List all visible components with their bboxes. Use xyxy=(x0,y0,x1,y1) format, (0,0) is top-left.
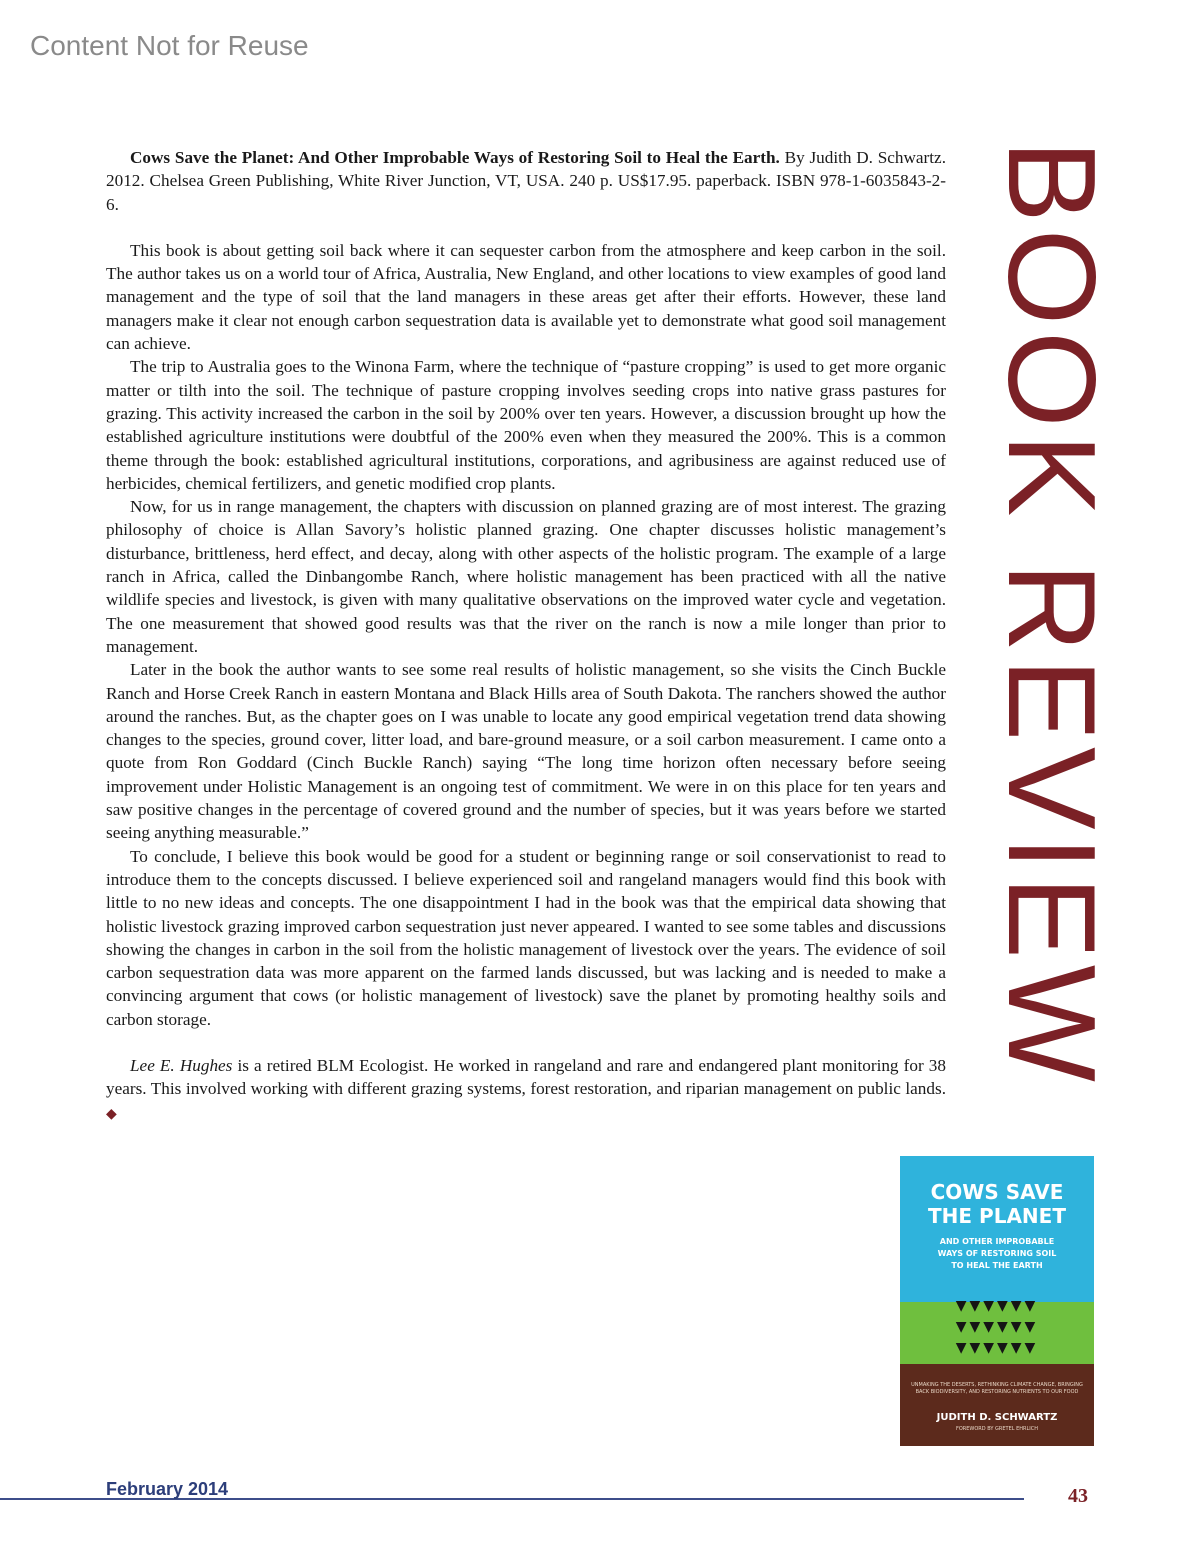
cover-subtitle-line: WAYS OF RESTORING SOIL xyxy=(937,1249,1057,1258)
paragraph: The trip to Australia goes to the Winona Farm, where the technique of “pasture cropping” is used to get more organic matter or tilth into the soil. The technique of pasture cropping involves seeding crops into native grass pastures for grazing. This activity increased the carbon in the soil by 200% over ten years. However, a discussion brought up how the established agriculture institutions were doubtful of the 200% even when they measured the 200%. This is a common theme through the book: established agricultural institutions, corporations, and agribusiness are against reduced use of herbicides, chemical fertilizers, and genetic modified crop plants. xyxy=(106,357,946,493)
cover-author: JUDITH D. SCHWARTZ xyxy=(936,1412,1058,1423)
paragraph: To conclude, I believe this book would be good for a student or beginning range or soil conservationist to read to introduce them to the concepts discussed. I believe experienced soil and rangeland managers would find this book with little to no new ideas and concepts. The one disappointment I had in the book was that the empirical data showing that holistic livestock grazing improved carbon sequestration just never appeared. I wanted to see some tables and discussions showing the changes in carbon in the soil from the holistic management of livestock over the years. The evidence of soil carbon sequestration data was more apparent on the farmed lands discussed, but was lacking and is needed to make a convincing argument that cows (or holistic management of livestock) save the planet by promoting healthy soils and carbon storage. xyxy=(106,846,946,1029)
citation-details: By Judith D. Schwartz. 2012. Chelsea Green Publishing, White River Junction, VT, USA. 240 p. US$17.95. paperback. ISBN 978-1-6035843-2-6. xyxy=(106,148,946,214)
cover-subtitle-line: TO HEAL THE EARTH xyxy=(951,1261,1043,1270)
cover-tagline: UNMAKING THE DESERTS, RETHINKING CLIMATE CHANGE, BRINGING BACK BIODIVERSITY, AND RESTORING NUTRIENTS TO OUR FOOD xyxy=(911,1382,1083,1395)
cover-title-line: THE PLANET xyxy=(928,1204,1066,1228)
review-body xyxy=(106,146,946,1126)
cow-row-icon: ▼▼▼▼▼▼ xyxy=(955,1319,1039,1335)
bio-text: is a retired BLM Ecologist. He worked in rangeland and rare and endangered plant monitoring for 38 years. This involved working with different grazing systems, forest restoration, and riparian management on public lands. xyxy=(106,1055,946,1099)
cover-earth-band xyxy=(900,1364,1094,1446)
reviewer-bio xyxy=(106,1054,946,1126)
issue-date: February 2014 xyxy=(106,1479,229,1499)
book-review-heading-text: BOOK REVIEW xyxy=(982,140,1120,1088)
cover-title-line: COWS SAVE xyxy=(930,1180,1064,1204)
paragraph: Later in the book the author wants to see some real results of holistic management, so she visits the Cinch Buckle Ranch and Horse Creek Ranch in eastern Montana and Black Hills area of South Dakota. The ranchers showed the author around the ranches. But, as the chapter goes on I was unable to locate any good empirical vegetation trend data showing changes to the species, ground cover, litter load, and bare-ground measure, or a soil carbon measurement. I came onto a quote from Ron Goddard (Cinch Buckle Ranch) saying “The long time horizon often necessary before seeing improvement under Holistic Management is an ongoing test of commitment. We were in on this place for ten years and saw positive changes in the percentage of covered ground and the number of species, but it was years before we started seeing anything measurable.” xyxy=(106,660,946,843)
cow-row-icon: ▼▼▼▼▼▼ xyxy=(955,1340,1039,1356)
cover-title xyxy=(900,1180,1094,1228)
book-citation xyxy=(106,146,946,216)
cow-row-icon: ▼▼▼▼▼▼ xyxy=(955,1298,1039,1314)
end-diamond-icon: ◆ xyxy=(106,1106,117,1122)
reviewer-name: Lee E. Hughes xyxy=(130,1055,233,1075)
paragraph: This book is about getting soil back where it can sequester carbon from the atmosphere and keep carbon in the soil. The author takes us on a world tour of Africa, Australia, New England, and other locations to view examples of good land management and the type of soil that the land managers in these areas get after their efforts. However, these land managers make it clear not enough carbon sequestration data is available yet to demonstrate what good soil management can achieve. xyxy=(106,240,946,354)
book-review-heading xyxy=(982,140,1120,1088)
cow-herd-icon xyxy=(900,1296,1094,1359)
cover-subtitle-line: AND OTHER IMPROBABLE xyxy=(939,1237,1055,1246)
cover-foreword: FOREWORD BY GRETEL EHRLICH xyxy=(955,1426,1039,1432)
page-number: 43 xyxy=(1068,1485,1088,1507)
watermark: Content Not for Reuse xyxy=(30,30,309,61)
book-cover-image xyxy=(900,1156,1094,1446)
book-title: Cows Save the Planet: And Other Improbable Ways of Restoring Soil to Heal the Earth. xyxy=(130,148,780,167)
paragraph: Now, for us in range management, the chapters with discussion on planned grazing are of most interest. The grazing philosophy of choice is Allan Savory’s holistic planned grazing. One chapter discusses holistic management’s disturbance, brittleness, herd effect, and decay, along with other aspects of the holistic program. The example of a large ranch in Africa, called the Dinbangombe Ranch, where holistic management has been practiced with all the native wildlife species and livestock, is given with many qualitative observations on the improved water cycle and vegetation. The one measurement that showed good results was that the river on the ranch is now a mile longer than prior to management. xyxy=(106,497,946,656)
cover-subtitle xyxy=(900,1236,1094,1272)
